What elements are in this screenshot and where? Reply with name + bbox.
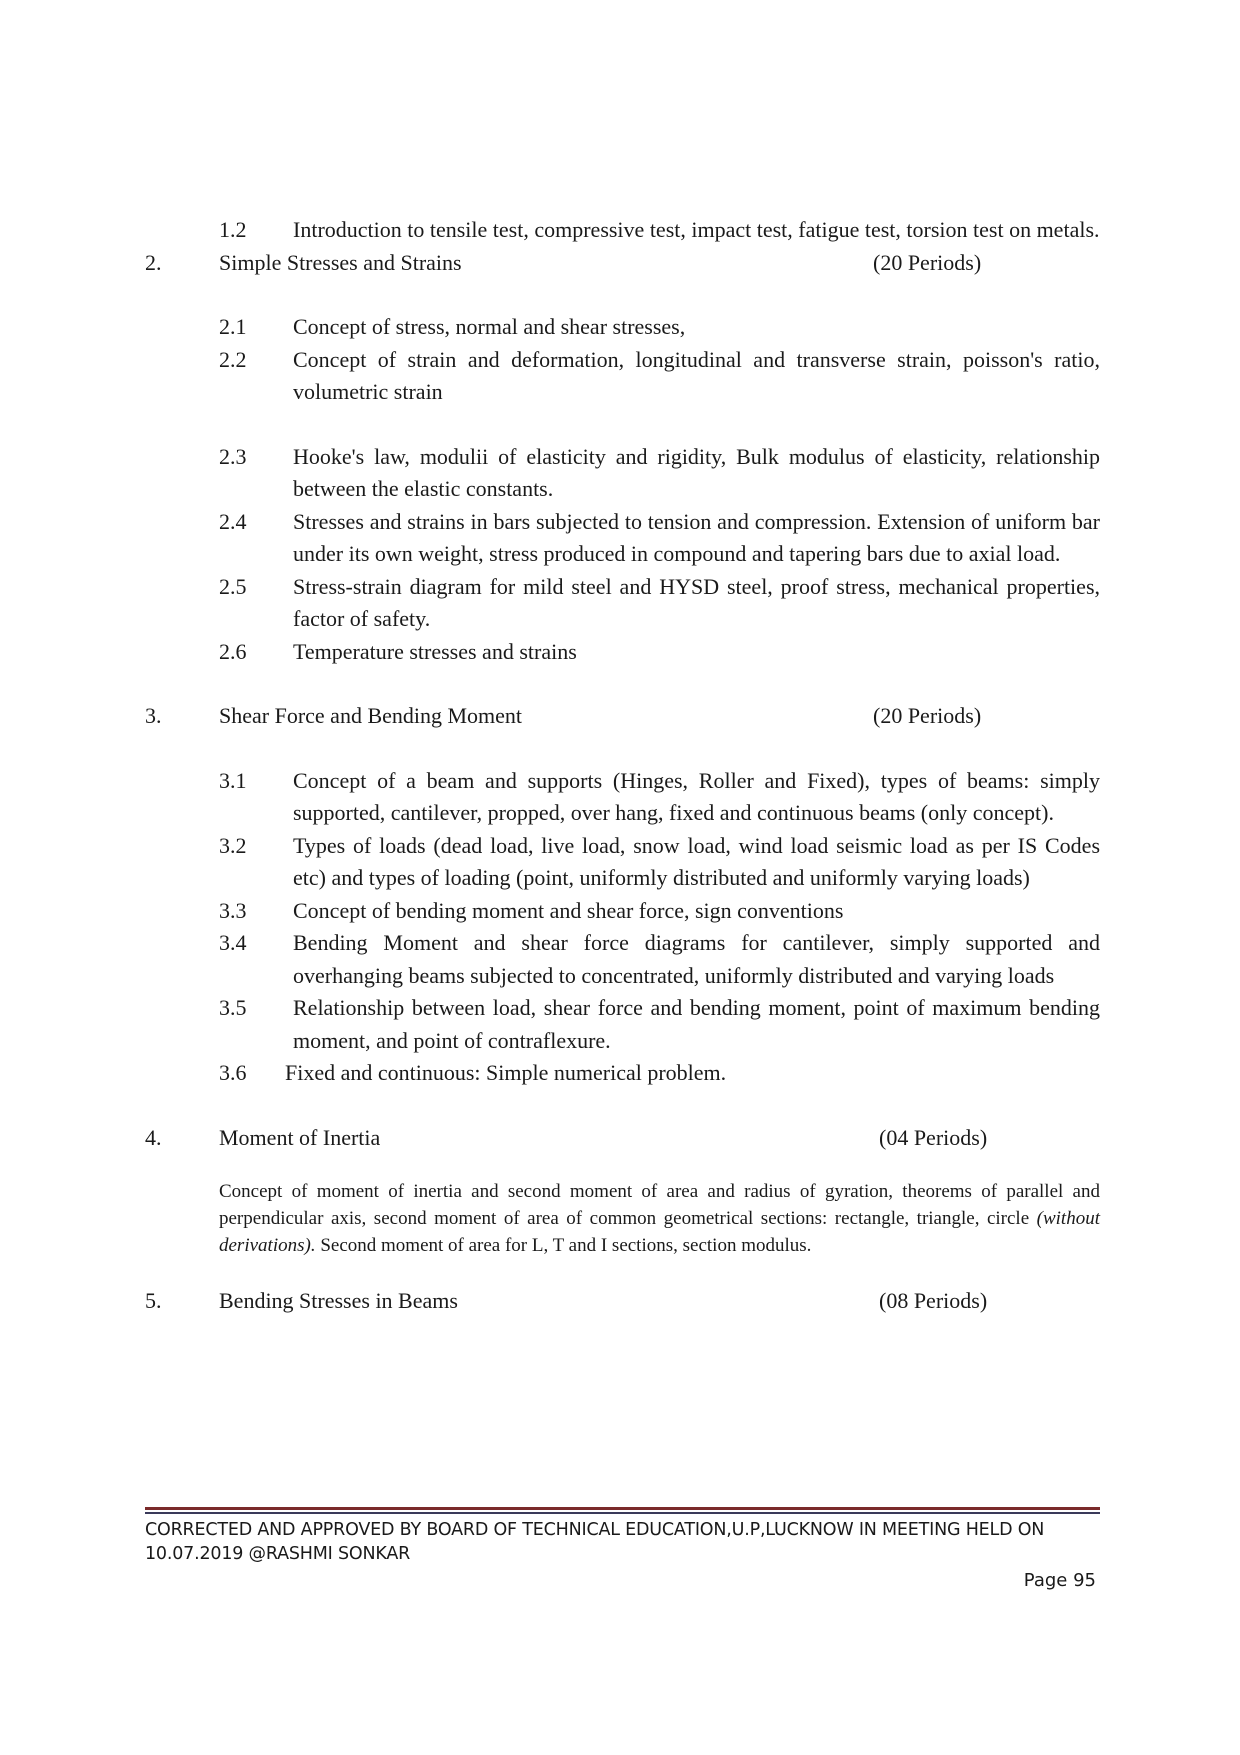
topic-text: Concept of a beam and supports (Hinges, Roller and Fixed), types of beams: simply supported, cantilever, propped, over hang, fixed and continuous beams (only concept).	[293, 767, 1100, 825]
topic-3-5	[219, 992, 1100, 1057]
topic-text: Introduction to tensile test, compressive test, impact test, fatigue test, torsion test on metals.	[293, 217, 1100, 242]
section-title: Bending Stresses in Beams	[219, 1288, 458, 1313]
topic-number: 2.3	[219, 443, 247, 469]
topic-text: Relationship between load, shear force and bending moment, point of maximum bending moment, and point of contraflexure.	[293, 995, 1100, 1053]
topic-number: 3.4	[219, 930, 247, 955]
topic-text: Concept of strain and deformation, longitudinal and transverse strain, poisson's ratio, volumetric strain	[293, 346, 1100, 404]
page-footer	[145, 1518, 1100, 1566]
section-periods: (08 Periods)	[879, 1288, 988, 1313]
section-5-heading	[145, 1285, 1100, 1318]
topic-3-2	[219, 830, 1100, 895]
topic-text: Temperature stresses and strains	[293, 638, 577, 664]
topic-number: 2.6	[219, 638, 247, 664]
topic-3-6	[219, 1057, 1100, 1090]
topic-number: 2.4	[219, 508, 247, 534]
section-2-heading	[145, 247, 1100, 280]
page-number: Page 95	[1023, 1570, 1096, 1591]
section-number: 5.	[145, 1288, 162, 1313]
section-number: 2.	[145, 249, 162, 275]
topic-2-3	[219, 441, 1100, 506]
description-text: Concept of moment of inertia and second moment of area and radius of gyration, theorems of parallel and perpendicular axis, second moment of area of common geometrical sections: rectangle, triangle, circle	[219, 1181, 1100, 1229]
footer-rule-bottom	[145, 1512, 1100, 1514]
topic-text: Stresses and strains in bars subjected to tension and compression. Extension of uniform bar under its own weight, stress produced in compound and tapering bars due to axial load.	[293, 508, 1100, 566]
description-text-end: Second moment of area for L, T and I sections, section modulus.	[315, 1235, 812, 1256]
topic-text: Concept of bending moment and shear force, sign conventions	[293, 897, 844, 923]
topic-3-4	[219, 927, 1100, 992]
section-title: Moment of Inertia	[219, 1124, 381, 1150]
section-title: Simple Stresses and Strains	[219, 249, 462, 275]
section-4-heading	[145, 1122, 1100, 1155]
topic-2-5	[219, 571, 1100, 636]
topic-number: 2.2	[219, 346, 247, 372]
topic-number: 3.5	[219, 995, 247, 1020]
section-title: Shear Force and Bending Moment	[219, 703, 523, 728]
topic-2-4	[219, 506, 1100, 571]
section-number: 4.	[145, 1124, 162, 1150]
topic-3-3	[219, 895, 1100, 928]
topic-number: 2.5	[219, 573, 247, 599]
section-number: 3.	[145, 703, 162, 728]
syllabus-content	[145, 214, 1100, 1318]
topic-number: 3.1	[219, 767, 247, 793]
footer-rule-top	[145, 1507, 1100, 1510]
topic-text: Bending Moment and shear force diagrams for cantilever, simply supported and overhanging beams subjected to concentrated, uniformly distributed and varying loads	[293, 930, 1100, 988]
section-4-description	[219, 1178, 1100, 1259]
footer-line-2: 10.07.2019 @RASHMI SONKAR	[145, 1544, 411, 1564]
section-periods: (04 Periods)	[879, 1124, 988, 1150]
topic-2-6	[219, 636, 1100, 669]
topic-text: Stress-strain diagram for mild steel and HYSD steel, proof stress, mechanical properties, factor of safety.	[293, 573, 1100, 631]
topic-number: 1.2	[219, 217, 247, 242]
topic-number: 2.1	[219, 314, 247, 339]
topic-1-2	[219, 214, 1100, 247]
topic-number: 3.3	[219, 897, 247, 923]
topic-2-1	[219, 311, 1100, 344]
topic-2-2	[219, 344, 1100, 409]
section-periods: (20 Periods)	[873, 703, 982, 728]
topic-3-1	[219, 765, 1100, 830]
topic-number: 3.6	[219, 1060, 247, 1085]
description-italic: (without derivations).	[219, 1208, 1100, 1256]
topic-text: Concept of stress, normal and shear stresses,	[293, 314, 686, 339]
section-3-heading	[145, 700, 1100, 733]
topic-text: Hooke's law, modulii of elasticity and rigidity, Bulk modulus of elasticity, relationship between the elastic constants.	[293, 443, 1100, 501]
topic-text: Types of loads (dead load, live load, snow load, wind load seismic load as per IS Codes etc) and types of loading (point, uniformly distributed and uniformly varying loads)	[293, 832, 1100, 890]
topic-text: Fixed and continuous: Simple numerical problem.	[285, 1060, 727, 1085]
topic-number: 3.2	[219, 832, 247, 858]
section-periods: (20 Periods)	[873, 249, 982, 275]
footer-line-1: CORRECTED AND APPROVED BY BOARD OF TECHNICAL EDUCATION,U.P,LUCKNOW IN MEETING HELD ON	[145, 1520, 1045, 1540]
